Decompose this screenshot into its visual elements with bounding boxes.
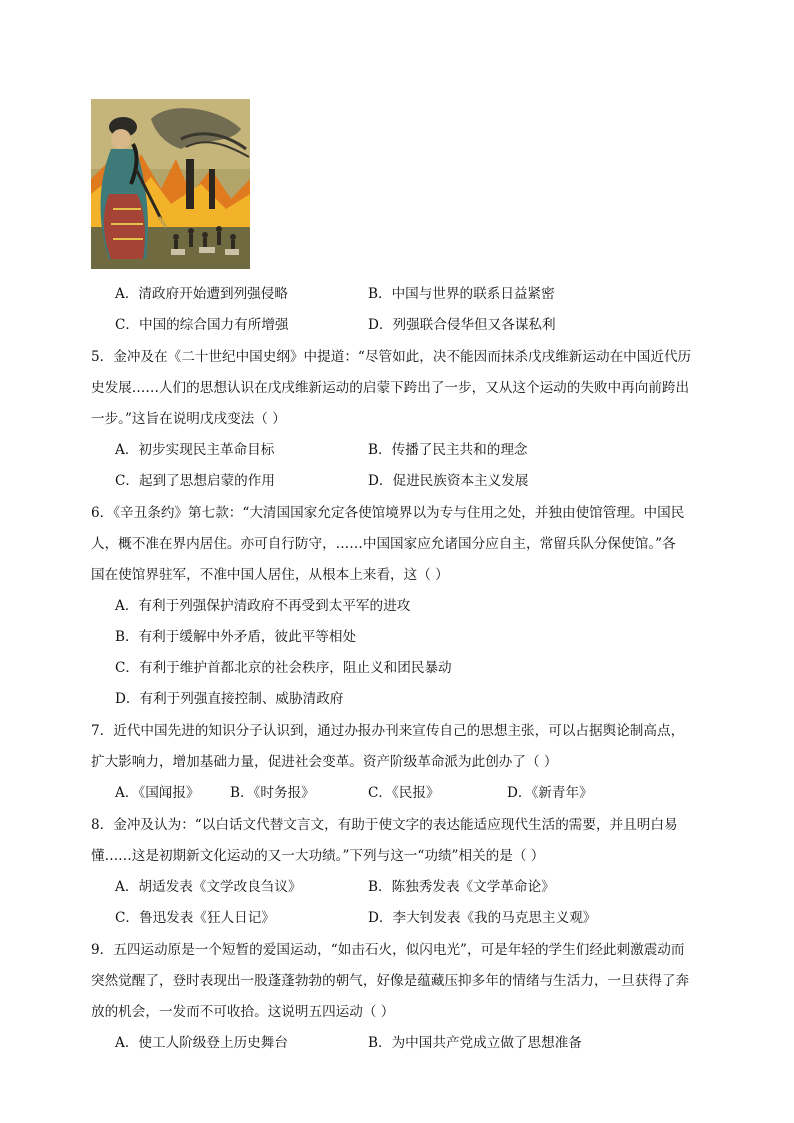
q9-stem-line-2: 突然觉醒了，登时表现出一股蓬蓬勃勃的朝气，好像是蕴藏压抑多年的情绪与生活力，一旦获得了奔	[91, 973, 690, 989]
q7-option-b[interactable]: B．《时务报》	[230, 785, 315, 801]
historical-cartoon-image	[91, 99, 250, 269]
q5-stem-line-2: 史发展……人们的思想认识在戊戌维新运动的启蒙下跨出了一步，又从这个运动的失败中再向前跨出	[91, 380, 690, 396]
q5-option-a[interactable]: A．初步实现民主革命目标	[115, 442, 275, 458]
q6-option-b[interactable]: B．有利于缓解中外矛盾，彼此平等相处	[115, 629, 357, 645]
q8-option-c[interactable]: C．鲁迅发表《狂人日记》	[115, 910, 275, 926]
q6-stem-line-3: 国在使馆界驻军，不准中国人居住，从根本上来看，这（ ）	[91, 567, 449, 583]
q9-stem-line-3: 放的机会，一发而不可收拾。这说明五四运动（ ）	[91, 1004, 395, 1020]
q6-option-a[interactable]: A．有利于列强保护清政府不再受到太平军的进攻	[115, 598, 411, 614]
q9-option-a[interactable]: A．使工人阶级登上历史舞台	[115, 1035, 288, 1051]
q7-stem-line-1: 7．近代中国先进的知识分子认识到，通过办报办刊来宣传自己的思想主张，可以占据舆论制高点，	[91, 723, 685, 739]
q6-option-d[interactable]: D．有利于列强直接控制、威胁清政府	[115, 691, 344, 707]
q7-option-a[interactable]: A．《国闻报》	[115, 785, 200, 801]
q6-stem-line-2: 人，概不准在界内居住。亦可自行防守，……中国国家应允诸国分应自主，常留兵队分保使馆。”各	[91, 536, 676, 552]
q6-stem-line-1: 6．《辛丑条约》第七款：“大清国国家允定各使馆境界以为专与住用之处，并独由使馆管理。中国民	[91, 505, 685, 521]
q9-stem-line-1: 9．五四运动原是一个短暂的爱国运动，“如击石火，似闪电光”，可是年轻的学生们经此刺激震动而	[91, 942, 685, 958]
q8-stem-line-1: 8．金冲及认为：“以白话文代替文言文，有助于使文字的表达能适应现代生活的需要，并且明白易	[91, 817, 678, 833]
q8-option-a[interactable]: A．胡适发表《文学改良刍议》	[115, 879, 302, 895]
q6-option-c[interactable]: C．有利于维护首都北京的社会秩序，阻止义和团民暴动	[115, 660, 452, 676]
q5-option-d[interactable]: D．促进民族资本主义发展	[368, 473, 529, 489]
q5-option-c[interactable]: C．起到了思想启蒙的作用	[115, 473, 275, 489]
q4-option-b[interactable]: B．中国与世界的联系日益紧密	[368, 286, 555, 302]
q7-option-c[interactable]: C．《民报》	[368, 785, 440, 801]
q5-stem-line-3: 一步。”这旨在说明戊戌变法（ ）	[91, 411, 286, 427]
q7-stem-line-2: 扩大影响力，增加基础力量，促进社会变革。资产阶级革命派为此创办了（ ）	[91, 754, 558, 770]
q8-stem-line-2: 懂……这是初期新文化运动的又一大功绩。”下列与这一“功绩”相关的是（ ）	[91, 848, 545, 864]
q7-option-d[interactable]: D．《新青年》	[507, 785, 593, 801]
q9-option-b[interactable]: B．为中国共产党成立做了思想准备	[368, 1035, 582, 1051]
q4-option-d[interactable]: D．列强联合侵华但又各谋私利	[368, 317, 556, 333]
q8-option-b[interactable]: B．陈独秀发表《文学革命论》	[368, 879, 555, 895]
q5-option-b[interactable]: B．传播了民主共和的理念	[368, 442, 528, 458]
q8-option-d[interactable]: D．李大钊发表《我的马克思主义观》	[368, 910, 597, 926]
q5-stem-line-1: 5．金冲及在《二十世纪中国史纲》中提道：“尽管如此，决不能因而抹杀戊戌维新运动在中国近代历	[91, 349, 692, 365]
q4-option-c[interactable]: C．中国的综合国力有所增强	[115, 317, 289, 333]
q4-option-a[interactable]: A．清政府开始遭到列强侵略	[115, 286, 288, 302]
